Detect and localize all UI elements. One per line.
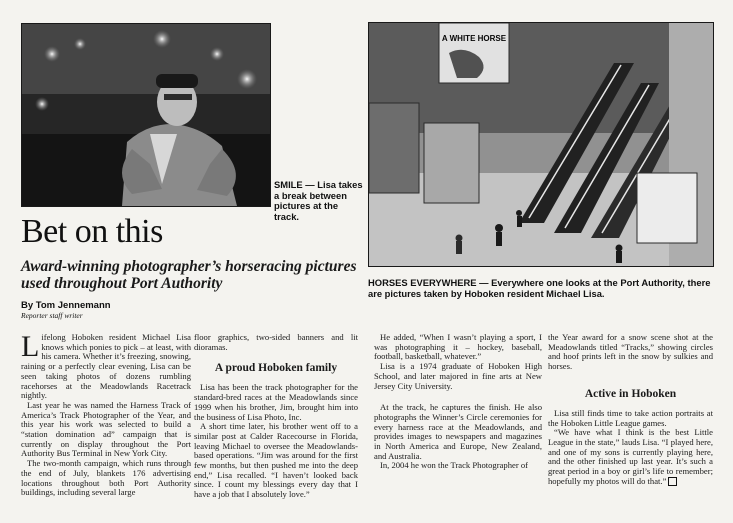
paragraph: the Year award for a snow scene shot at the Meadowlands titled “Tracks,” showing circles and hoof prints left in the snow by sulkies and horses.	[548, 332, 713, 372]
drop-cap: L	[21, 330, 40, 363]
byline-author: By Tom Jennemann	[21, 300, 111, 311]
paragraph: “We have what I think is the best Little League in the state,” lauds Lisa. “I played here, and one of my sons is currently playing here, and the other finished up last year. It’s such a great period in a boy or girl’s life to remember; hopefully my photos will do that.”	[548, 427, 713, 486]
subhead-active-hoboken: Active in Hoboken	[584, 387, 677, 400]
paragraph: Lisa is a 1974 graduate of Hoboken High School, and later majored in fine arts at New Jersey City University.	[374, 361, 542, 391]
paragraph: Last year he was named the Harness Track of America’s Track Photographer of the Year, and this year his work was selected to build a “station domination ad” campaign that is currently on display throughout the Port Authority Bus Terminal in New York City.	[21, 399, 191, 459]
article-column-2	[194, 333, 358, 500]
subhead-proud-family: A proud Hoboken family	[214, 362, 338, 375]
paragraph: Lisa still finds time to take action portraits at the Hoboken Little League games.	[548, 407, 713, 428]
byline-role: Reporter staff writer	[21, 311, 83, 320]
end-mark-icon	[668, 477, 677, 486]
caption-lead: SMILE —	[274, 179, 318, 190]
paragraph: At the track, he captures the finish. He also photographs the Winner’s Circle ceremonies for every harness race at the Meadowlands, and provides images to newspapers and magazines in North America and Europe, New Zealand, and Australia.	[374, 402, 542, 461]
terminal-illustration	[369, 23, 713, 266]
article-column-3	[374, 333, 542, 471]
paragraph: Lisa has been the track photographer for the standard-bred races at the Meadowlands since 1999 when his brother, Jim, brought him into the business of Lisa Photo, Inc.	[194, 382, 358, 422]
portrait-caption	[274, 180, 364, 222]
article-column-4	[548, 333, 713, 486]
photographer-portrait-photo	[21, 23, 271, 207]
paragraph: The two-month campaign, which runs through the end of July, blankets 176 advertising locations throughout both Port Authority buildings, including several large	[21, 458, 191, 498]
caption-text: Lisa takes a break between pictures at the track.	[274, 179, 363, 222]
paragraph: He added, “When I wasn’t playing a sport, I was photographing it – hockey, baseball, football, basketball, whatever.”	[374, 332, 542, 362]
terminal-escalators-photo	[368, 22, 714, 267]
paragraph: floor graphics, two-sided banners and lit dioramas.	[194, 332, 358, 352]
article-headline: Bet on this	[21, 213, 163, 250]
paragraph: In, 2004 he won the Track Photographer of	[380, 460, 528, 471]
caption-text: Everywhere one looks at the Port Authority, there are pictures taken by Hoboken resident Michael Lisa.	[368, 277, 711, 299]
article-column-1	[21, 330, 191, 498]
terminal-caption	[368, 278, 713, 299]
portrait-illustration	[22, 24, 270, 206]
paragraph: A short time later, his brother went off to a similar post at Calder Racecourse in Florida, leaving Michael to oversee the Meadowlands-based operations. “Jim was around for the first few months, but then pushed me into the deep end,” Lisa recalled. “I haven’t looked back since. I count my blessings every day that I have a job that I absolutely love.”	[194, 421, 358, 500]
banner-sign-text: A WHITE HORSE	[441, 34, 507, 43]
caption-lead: HORSES EVERYWHERE —	[368, 277, 492, 288]
article-deck: Award-winning photographer’s horseracing pictures used throughout Port Authority	[21, 258, 357, 292]
paragraph: ifelong Hoboken resident Michael Lisa knows which ponies to pick – at least, with his camera. Whether it’s freezing, snowing, raining or a perfectly clear evening, Lisa can be seen taking photos of dozens rumbling racehorses at the Meadowlands Racetrack nightly.	[21, 332, 191, 401]
